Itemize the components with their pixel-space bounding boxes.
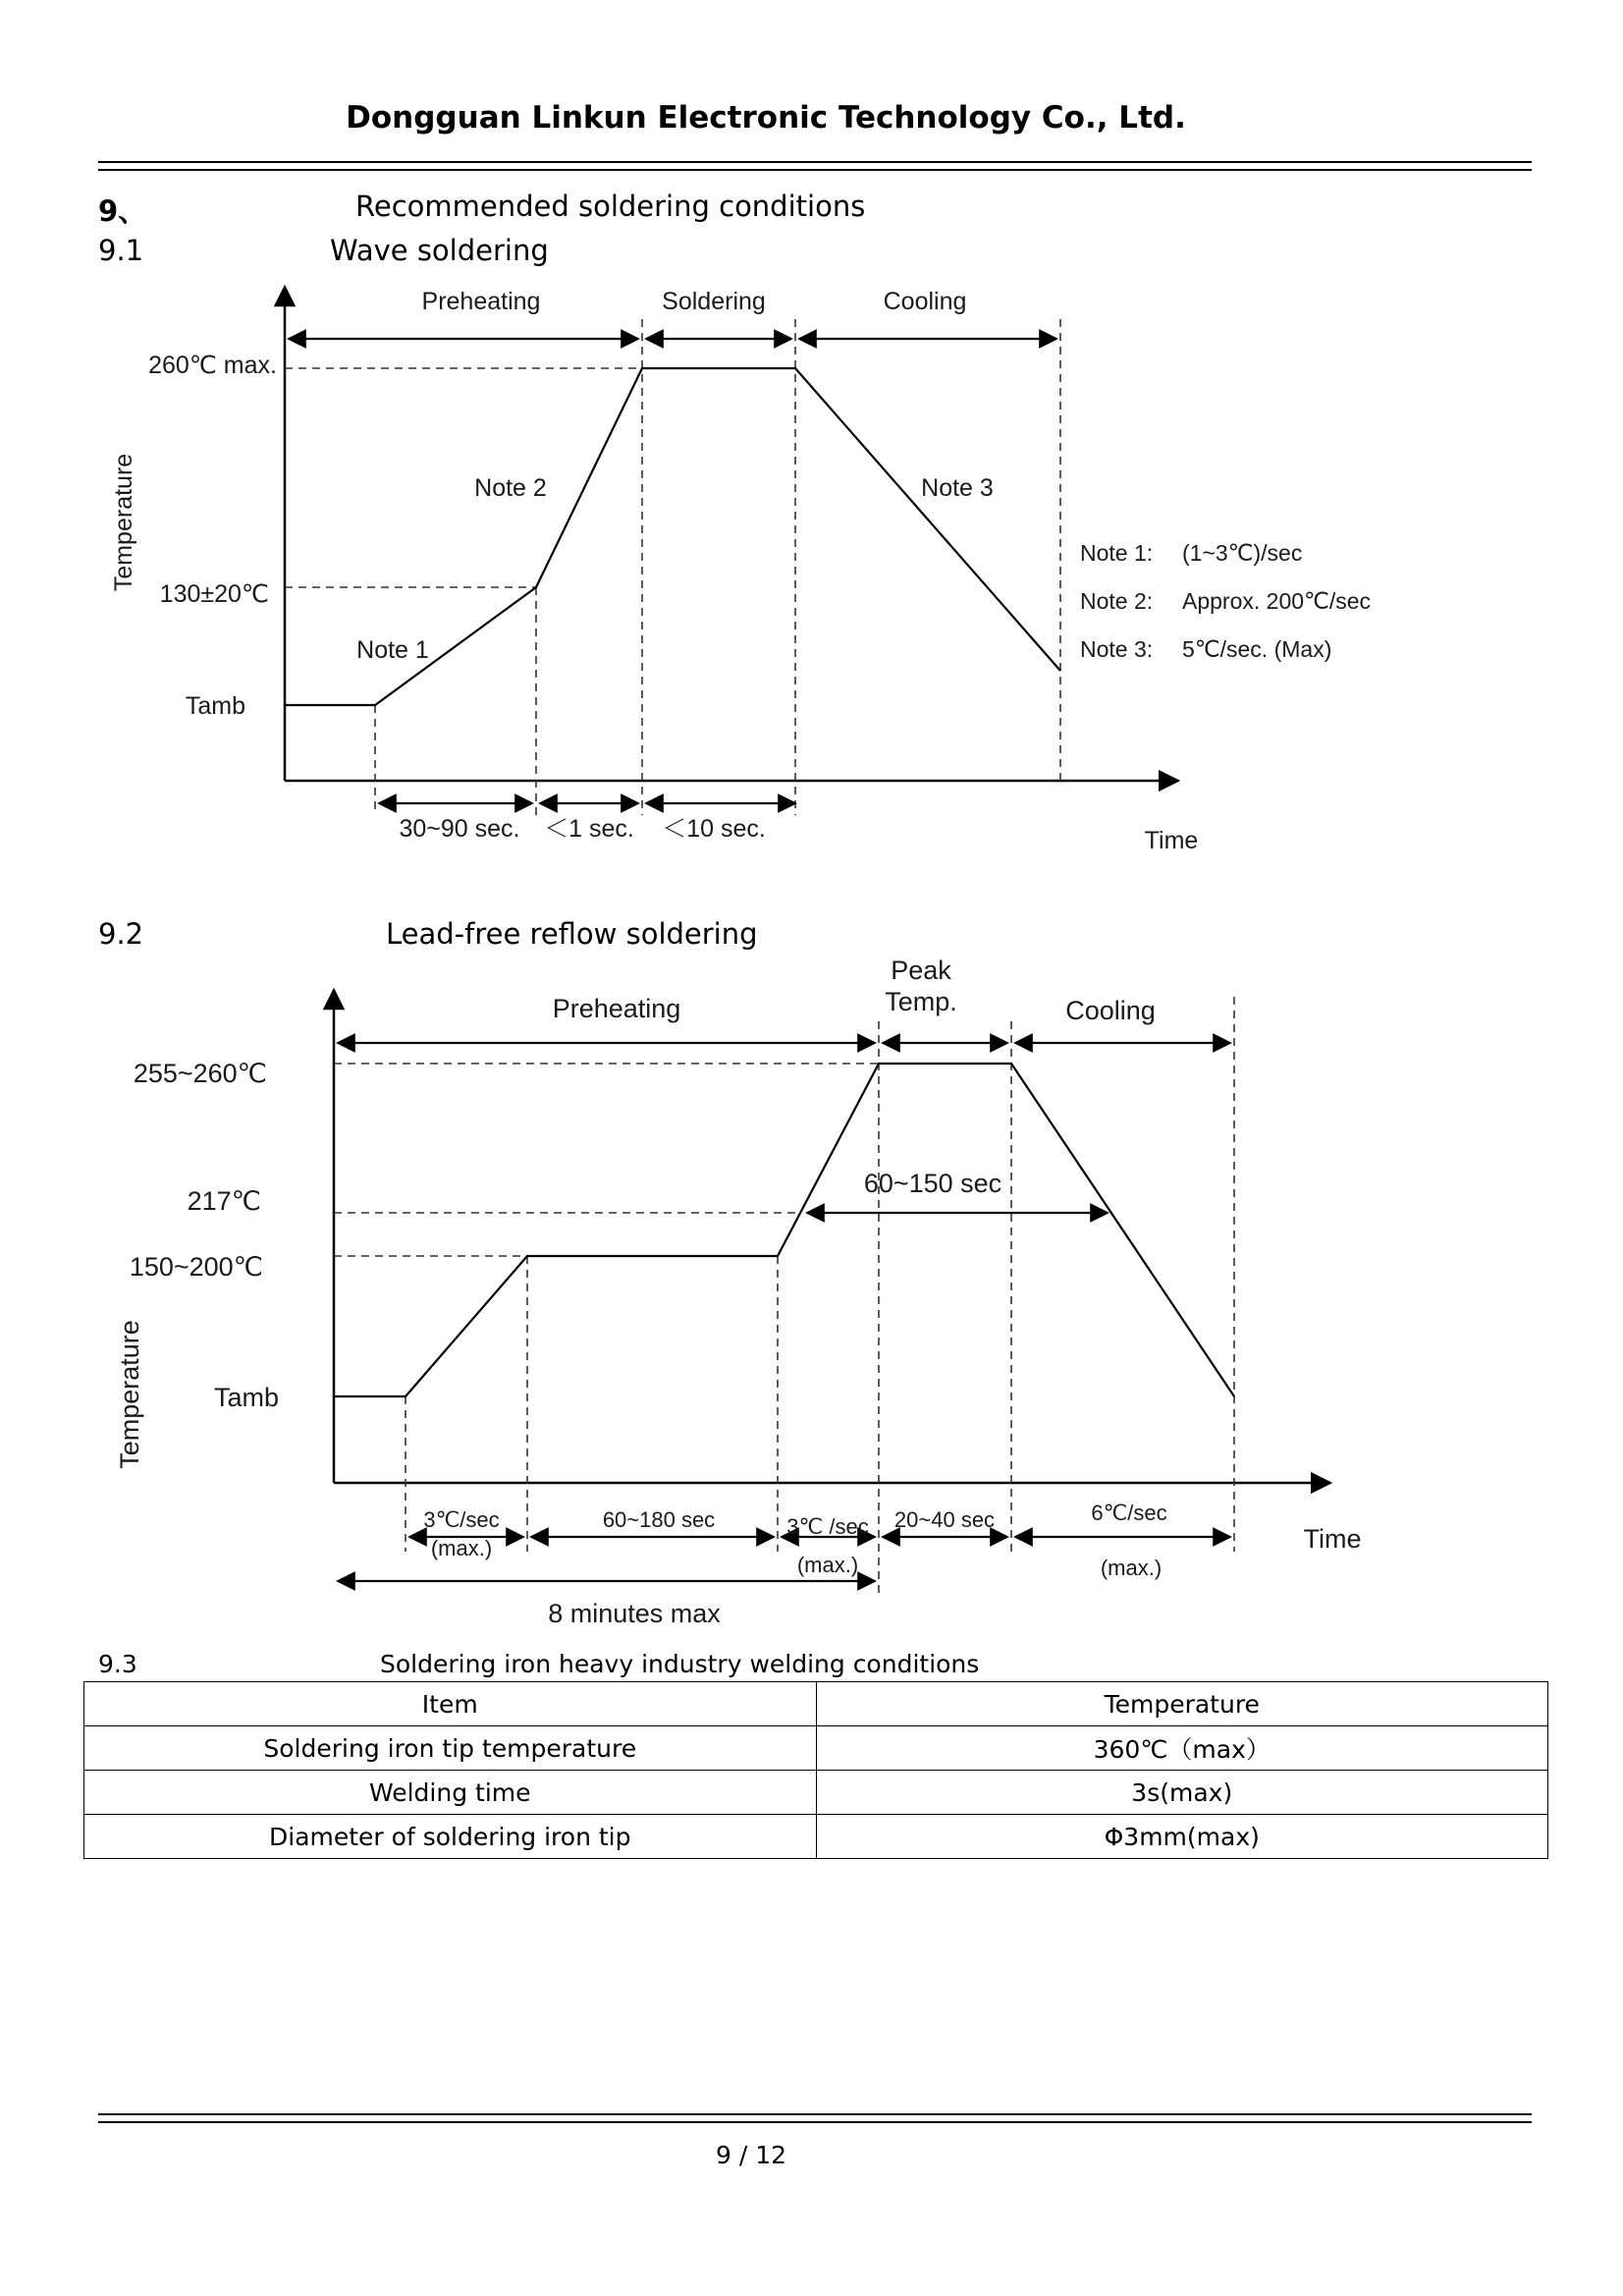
table-cell-item: Welding time bbox=[84, 1771, 817, 1815]
reflow-soldering-chart bbox=[0, 948, 1623, 1650]
wave-y-axis-label: Temperature bbox=[110, 453, 137, 592]
reflow-phase-preheating: Preheating bbox=[552, 994, 681, 1023]
reflow-segment-1-line-1: 3℃/sec bbox=[423, 1507, 500, 1532]
table-header-temperature: Temperature bbox=[816, 1682, 1548, 1726]
section-9-1-title: Wave soldering bbox=[330, 234, 549, 267]
footer-divider bbox=[98, 2113, 1532, 2123]
reflow-y-axis-label: Temperature bbox=[115, 1320, 144, 1469]
page-number: 9 / 12 bbox=[715, 2141, 787, 2169]
table-row bbox=[84, 1771, 1548, 1815]
reflow-peak-line-2: Temp. bbox=[885, 987, 957, 1016]
wave-level-260-label: 260℃ max. bbox=[148, 352, 277, 379]
table-row bbox=[84, 1726, 1548, 1771]
header-divider bbox=[98, 161, 1532, 171]
table-cell-value: 3s(max) bbox=[816, 1771, 1548, 1815]
wave-duration-2: ＜1 sec. bbox=[544, 815, 634, 843]
wave-curve-note-1: Note 1 bbox=[356, 636, 429, 664]
reflow-level-217-label: 217℃ bbox=[187, 1186, 261, 1216]
soldering-iron-table bbox=[83, 1681, 1548, 1859]
table-row bbox=[84, 1815, 1548, 1859]
wave-curve-note-2: Note 2 bbox=[474, 474, 547, 502]
wave-note-1-label: Note 1: bbox=[1080, 540, 1154, 566]
section-9-3-number: 9.3 bbox=[98, 1650, 137, 1678]
reflow-segment-2-line-1: 60~180 sec bbox=[602, 1507, 716, 1532]
wave-note-1-value: (1~3℃)/sec bbox=[1182, 540, 1303, 566]
wave-note-2-value: Approx. 200℃/sec bbox=[1182, 588, 1372, 614]
company-header: Dongguan Linkun Electronic Technology Co., Ltd. bbox=[346, 100, 1186, 136]
wave-phase-soldering: Soldering bbox=[662, 288, 766, 315]
reflow-level-255-label: 255~260℃ bbox=[133, 1059, 267, 1088]
reflow-segment-5-line-1: 6℃/sec bbox=[1091, 1501, 1167, 1525]
section-9-title: Recommended soldering conditions bbox=[355, 190, 866, 223]
table-cell-item: Diameter of soldering iron tip bbox=[84, 1815, 817, 1859]
reflow-above-217-label: 60~150 sec bbox=[863, 1169, 1002, 1198]
table-header-row bbox=[84, 1682, 1548, 1726]
section-9-1-number: 9.1 bbox=[98, 234, 144, 267]
wave-note-3-label: Note 3: bbox=[1080, 636, 1154, 662]
section-9-3-title: Soldering iron heavy industry welding conditions bbox=[380, 1650, 980, 1678]
table-cell-value: 360℃（max） bbox=[816, 1726, 1548, 1771]
table-cell-item: Soldering iron tip temperature bbox=[84, 1726, 817, 1771]
wave-x-axis-label: Time bbox=[1144, 827, 1199, 854]
section-9-number: 9、 bbox=[98, 194, 147, 228]
reflow-peak-line-1: Peak bbox=[891, 956, 951, 985]
wave-duration-1: 30~90 sec. bbox=[399, 815, 520, 843]
reflow-temperature-profile bbox=[334, 1064, 1234, 1396]
section-9-2-title: Lead-free reflow soldering bbox=[386, 917, 758, 951]
wave-level-tamb-label: Tamb bbox=[185, 692, 245, 720]
reflow-level-150-label: 150~200℃ bbox=[129, 1252, 263, 1282]
section-9-2-number: 9.2 bbox=[98, 917, 144, 951]
table-header-item: Item bbox=[84, 1682, 817, 1726]
wave-phase-cooling: Cooling bbox=[883, 288, 967, 315]
reflow-segment-4-line-1: 20~40 sec bbox=[893, 1507, 996, 1532]
reflow-segment-5-line-2: (max.) bbox=[1100, 1556, 1163, 1580]
reflow-level-tamb-label: Tamb bbox=[213, 1383, 279, 1412]
table-cell-value: Φ3mm(max) bbox=[816, 1815, 1548, 1859]
wave-phase-preheating: Preheating bbox=[421, 288, 541, 315]
reflow-segment-3-line-2: (max.) bbox=[796, 1553, 859, 1577]
reflow-total-label: 8 minutes max bbox=[548, 1599, 721, 1628]
reflow-phase-cooling: Cooling bbox=[1065, 996, 1156, 1025]
wave-note-3-value: 5℃/sec. (Max) bbox=[1182, 636, 1332, 662]
reflow-x-axis-label: Time bbox=[1303, 1524, 1362, 1554]
reflow-segment-3-line-1: 3℃ /sec bbox=[786, 1514, 869, 1539]
reflow-segment-1-line-2: (max.) bbox=[430, 1536, 493, 1560]
wave-level-130-label: 130±20℃ bbox=[159, 580, 269, 608]
wave-soldering-chart bbox=[0, 265, 1623, 874]
wave-duration-3: ＜10 sec. bbox=[662, 815, 766, 843]
wave-note-2-label: Note 2: bbox=[1080, 588, 1154, 614]
wave-curve-note-3: Note 3 bbox=[921, 474, 994, 502]
